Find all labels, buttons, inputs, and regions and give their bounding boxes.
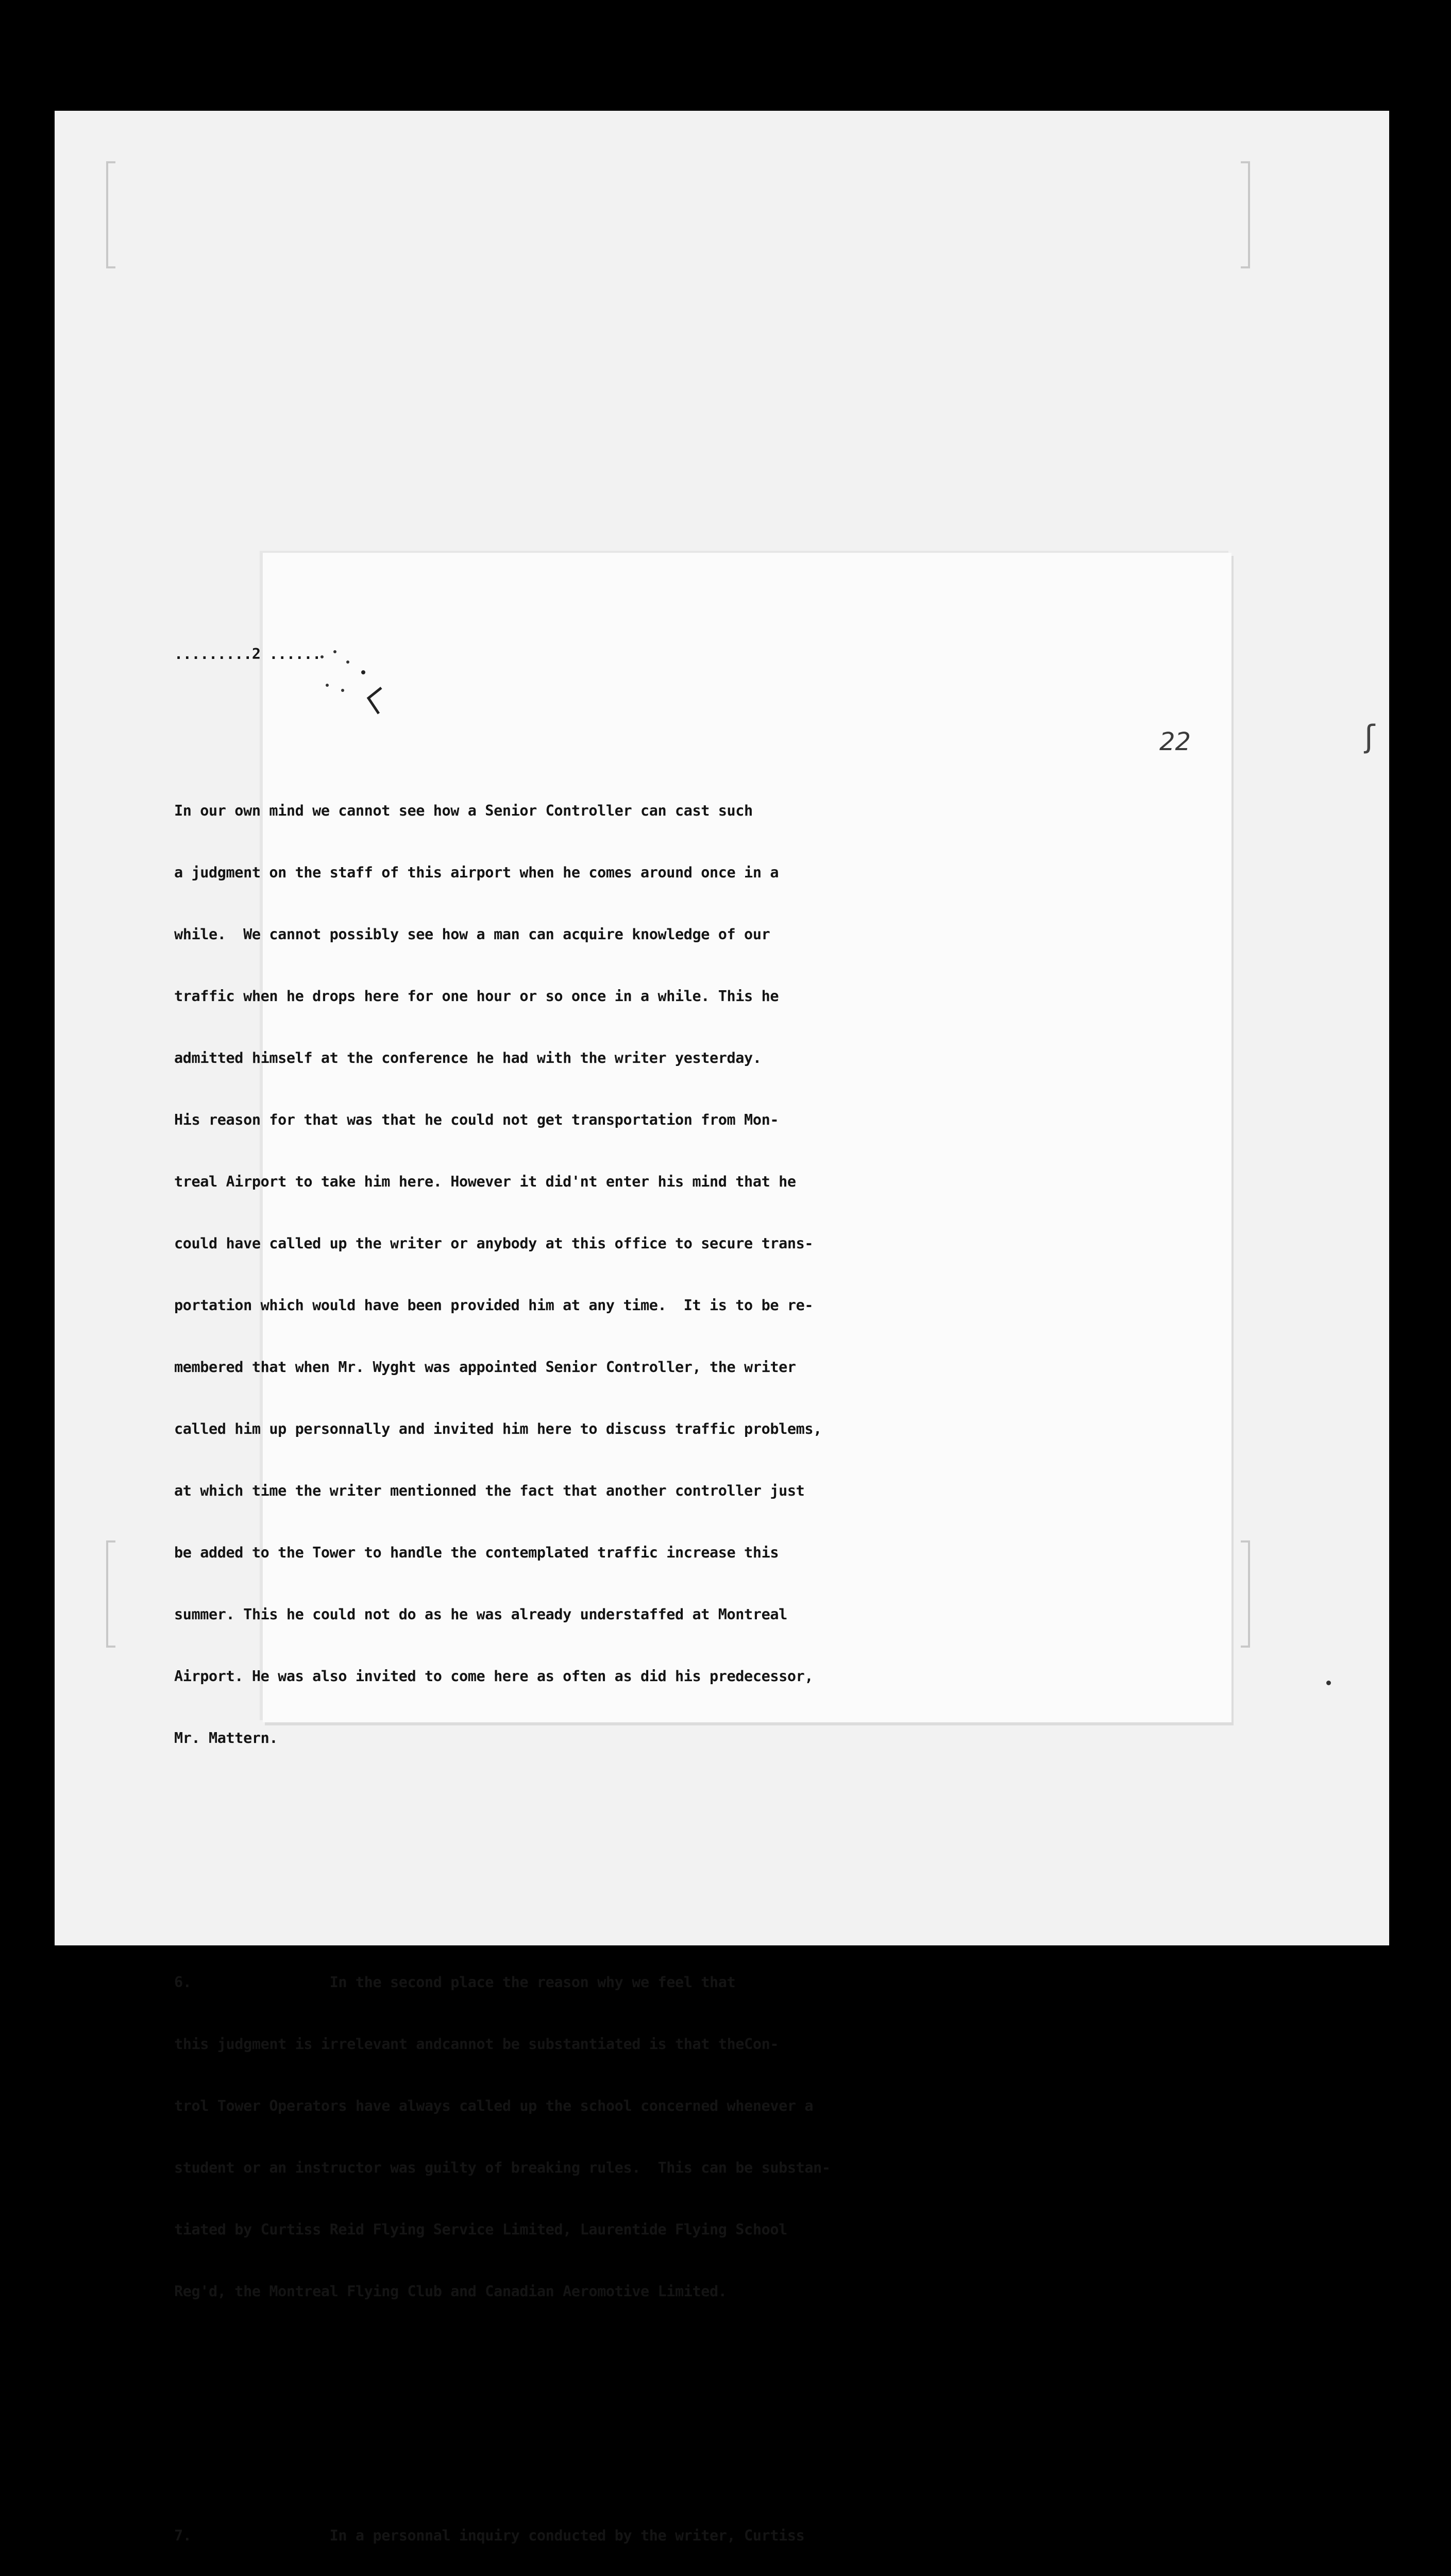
paragraph-7 xyxy=(174,2484,1215,2576)
text-line: trol Tower Operators have always called up the school concerned whenever a xyxy=(174,2097,814,2114)
text-line: could have called up the writer or anybody at this office to secure trans- xyxy=(174,1235,814,1252)
text-line: this judgment is irrelevant andcannot be substantiated is that theCon- xyxy=(174,2036,779,2053)
text-line: Mr. Mattern. xyxy=(174,1730,278,1747)
crop-mark-bottom-left xyxy=(106,1540,115,1648)
crop-mark-top-right xyxy=(1241,161,1250,268)
text-line: Airport. He was also invited to come here as often as did his predecessor, xyxy=(174,1668,814,1685)
text-line: be added to the Tower to handle the contemplated traffic increase this xyxy=(174,1544,779,1561)
text-line: portation which would have been provided him at any time. It is to be re- xyxy=(174,1297,814,1314)
text-line: admitted himself at the conference he had with the writer yesterday. xyxy=(174,1049,762,1066)
crop-mark-bottom-right xyxy=(1241,1540,1250,1648)
paragraph-intro xyxy=(174,759,1215,1790)
paragraph-gap xyxy=(174,1852,1215,1869)
paragraph-6 xyxy=(174,1931,1215,2343)
text-line: summer. This he could not do as he was already understaffed at Montreal xyxy=(174,1606,787,1623)
text-line: at which time the writer mentionned the fact that another controller just xyxy=(174,1482,805,1499)
paragraph-gap xyxy=(174,2405,1215,2422)
document-body xyxy=(174,603,1215,2576)
edge-mark: ʃ xyxy=(1364,719,1375,755)
page-header: .........2 ...... xyxy=(174,646,321,663)
text-line: student or an instructor was guilty of breaking rules. This can be substan- xyxy=(174,2159,831,2176)
margin-annotation: 22 xyxy=(1159,727,1191,756)
text-line: Reg'd, the Montreal Flying Club and Canadian Aeromotive Limited. xyxy=(174,2283,727,2300)
text-line: called him up personnally and invited him here to discuss traffic problems, xyxy=(174,1420,822,1437)
text-line: membered that when Mr. Wyght was appointed Senior Controller, the writer xyxy=(174,1359,796,1376)
text-line: tiated by Curtiss Reid Flying Service Limited, Laurentide Flying School xyxy=(174,2221,787,2238)
text-line: while. We cannot possibly see how a man can acquire knowledge of our xyxy=(174,926,770,943)
text-line: 7. In a personnal inquiry conducted by the writer, Curtiss xyxy=(174,2527,805,2544)
crop-mark-top-left xyxy=(106,161,115,268)
text-line: In our own mind we cannot see how a Senior Controller can cast such xyxy=(174,802,753,819)
text-line: 6. In the second place the reason why we feel that xyxy=(174,1974,736,1991)
text-line: traffic when he drops here for one hour or so once in a while. This he xyxy=(174,988,779,1005)
text-line: His reason for that was that he could not get transportation from Mon- xyxy=(174,1111,779,1128)
ink-dot xyxy=(1326,1681,1331,1685)
text-line: a judgment on the staff of this airport when he comes around once in a xyxy=(174,864,779,881)
text-line: treal Airport to take him here. However it did'nt enter his mind that he xyxy=(174,1173,796,1190)
